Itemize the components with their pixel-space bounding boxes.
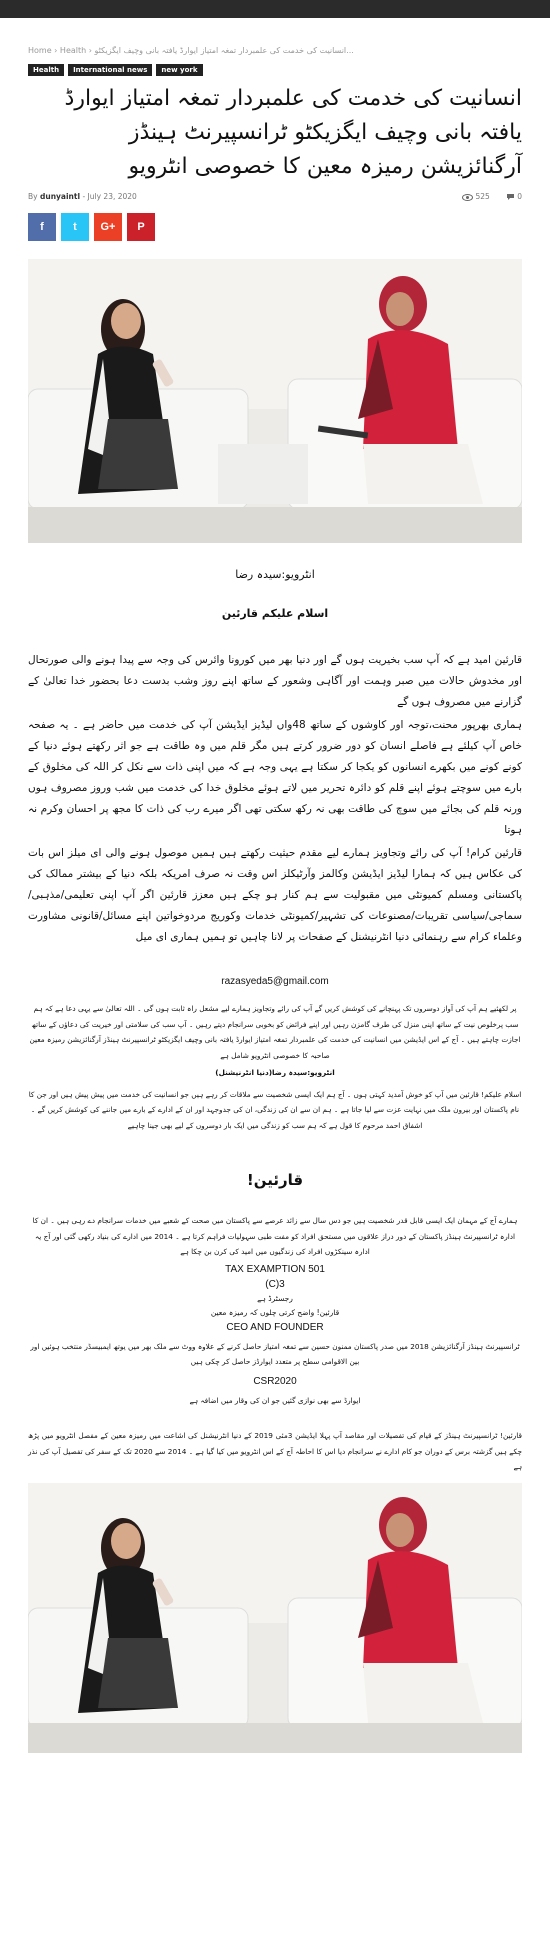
meta-stats [462, 192, 522, 201]
breadcrumb-home[interactable]: Home [28, 46, 52, 55]
tag-international-news[interactable]: International news [68, 64, 152, 76]
center-line: رجسٹرڈ ہے [257, 1293, 293, 1303]
article-paragraph-small: ہمارے آج کے مہمان ایک ایسی قابل قدر شخصیت ہیں جو دس سال سے زائد عرصے سے پاکستان میں صحت کے شعبے میں خدمات سرانجام دے رہی ہیں ۔ ان کا ادارہ ٹرانسپیرنٹ ہینڈز پاکستان کے دور دراز علاقوں میں مستحق افراد کو مفت طبی سہولیات فراہم کرتا ہے ۔ 2014 میں ادارے کی بنیاد رکھی گئی اور آج یہ ادارہ سینکڑوں افراد کی زندگیوں میں امید کی کرن بن چکا ہے [32, 1216, 518, 1256]
photo-caption: انٹرویو:سیدہ رضا [235, 568, 315, 581]
breadcrumb-current: انسانیت کی خدمت کی علمبردار تمغہ امتیاز ایوارڈ یافتہ بانی وچیف ایگزیکٹو... [94, 46, 354, 55]
center-line: قارئین! واضح کرتی چلوں کہ رمیزہ معین [210, 1307, 340, 1317]
article-paragraph-small: پر لکھئیے ہم آپ کی آواز دوسروں تک پہنچانے کی کوشش کریں گے آپ کی رائے وتجاویز ہمارے لیے مشعل راہ ثابت ہوں گی ۔ اللہ تعالیٰ سے یہی دعا ہے کہ ہم سب پرخلوص نیت کے ساتھ اپنی منزل کی طرف گامزن رہیں اور اپنے فرائض کو بخوبی سرانجام دیتے رہیں ۔ آپ سب کی سلامتی اور خیریت کی دعاؤں کے ساتھ اجازت چاہتے ہیں ۔ آج کے اس ایڈیشن میں انسانیت کی خدمت کی علمبردار تمغہ امتیاز ایوارڈ یافتہ بانی وچیف ایگزیکٹو ٹرانسپیرنٹ ہینڈز آرگنائزیشن رمیزہ معین صاحبہ کا خصوصی انٹرویو شامل ہے [29, 1004, 521, 1060]
interview-photo-2 [28, 1483, 522, 1753]
section-heading: قارئین! [246, 1171, 304, 1189]
breadcrumb-separator-icon: › [88, 46, 95, 55]
center-lines [28, 1262, 522, 1335]
interview-photo-illustration [28, 259, 522, 543]
interview-photo-illustration [28, 1483, 522, 1753]
tag-health[interactable]: Health [28, 64, 64, 76]
tag-list [28, 64, 522, 76]
google-plus-share-button[interactable]: G+ [94, 213, 122, 241]
comments-count[interactable]: 0 [506, 192, 522, 201]
center-line: CSR2020 [253, 1375, 297, 1387]
byline: By dunyaintl - July 23, 2020 [28, 192, 137, 201]
article-paragraph-small: ایوارڈ سے بھی نوازی گئیں جو ان کی وقار میں اضافہ ہے [189, 1395, 361, 1405]
top-navigation-bar [0, 0, 550, 18]
breadcrumb-health[interactable]: Health [59, 46, 87, 55]
center-line: TAX EXAMPTION 501 [225, 1263, 325, 1275]
article-paragraph-small: ٹرانسپیرنٹ ہینڈز آرگنائزیشن 2018 میں صدر پاکستان ممنون حسین سے تمغہ امتیاز حاصل کرنے کے علاوہ ووٹ سے ملک بھر میں یوتھ ایمبیسڈر منتخب ہوئیں اور بین الاقوامی سطح پر متعدد ایوارڈز حاصل کر چکی ہیں [30, 1341, 520, 1366]
breadcrumb [28, 46, 522, 55]
comment-icon [506, 193, 515, 201]
article-paragraph: ہماری بھرپور محنت،توجہ اور کاوشوں کے ساتھ 48واں لیڈیز ایڈیشن آپ کی خدمت میں حاضر ہے ۔ یہ صفحہ خاص آپ کیلئے ہے فاصلے انسان کو دور ضرور کرتے ہیں مگر قلم میں وہ طاقت ہے جو اثر رکھتے ہوئے دنیا کے کونے کونے میں بکھرے انسانوں کو یکجا کر سکتا ہے یہی وجہ ہے کہ میں اپنی ذات سے نکل کر اللہ کی مخلوق کے بارے میں سوچتے ہوئے اپنے قلم کو دائرہ تحریر میں لاتے ہوئے مخلوق خدا کی خدمت میں شب وروز مصروف ہوں ورنہ قلم کی بجائے میں سوچ کی طاقت بھی نہ رکھ سکتی تھی اگر میرے رب کی ذات کا مجھ پر احسان وکرم نہ ہوتا [28, 719, 522, 836]
publish-date: July 23, 2020 [87, 192, 137, 201]
facebook-share-button[interactable]: f [28, 213, 56, 241]
article-paragraph: قارئین کرام! آپ کی رائے وتجاویز ہمارے لیے مقدم حیثیت رکھتے ہیں ہمیں موصول ہونے والی ای میلز اس بات کی عکاس ہیں کہ ہمارا لیڈیز ایڈیشن وکالمز وآرٹیکلز اس وقت نہ صرف امریکہ بلکہ دنیا کے بیشتر ممالک کی پاکستانی ومسلم کمیونٹی میں مقبولیت سے ہم کنار ہو چکے ہیں معزز قارئین اگر آپ اپنی تعلیمی/مذہبی/سماجی/سیاسی تقریبات/مصنوعات کی تشہیر/کمیونٹی خدمات وکوریج مردوخواتین اپنے مسائل/قانونی مشاورت وعلماء کرام سے رہنمائی دنیا انٹرنیشنل کے صفحات پر لانا چاہیں تو ہمیں ہماری ای میل [28, 847, 522, 943]
breadcrumb-separator-icon: › [54, 46, 60, 55]
interview-credit: انٹرویو:سیدہ رضا(دنیا انٹرنیشنل) [215, 1068, 335, 1077]
twitter-share-button[interactable]: t [61, 213, 89, 241]
views-count: 525 [462, 192, 490, 201]
greeting-heading: اسلام علیکم قارئین [221, 607, 329, 620]
eye-icon [462, 194, 473, 201]
article-paragraph-small: اسلام علیکم! قارئین میں آپ کو خوش آمدید کہتی ہوں ۔ آج ہم ایک ایسی شخصیت سے ملاقات کر رہے ہیں جو انسانیت کی خدمت میں پیش پیش ہیں اور جن کا نام پاکستان اور بیرون ملک میں نہایت عزت سے لیا جاتا ہے ۔ ہم ان سے ان کی زندگی، ان کی جدوجہد اور ان کے ادارے کے بارے میں جاننے کی کوشش کریں گے ۔ اشفاق احمد مرحوم کا قول ہے کہ ہم سب کو زندگی میں ایک بار دوسروں کے لیے بھی جینا چاہیے [28, 1089, 522, 1130]
contact-email[interactable]: razasyeda5@gmail.com [221, 976, 329, 987]
tag-new-york[interactable]: new york [156, 64, 202, 76]
share-buttons [28, 213, 522, 241]
interview-photo [28, 259, 522, 543]
article-meta [28, 192, 522, 201]
center-line: CEO AND FOUNDER [226, 1321, 324, 1333]
article-paragraph: قارئین امید ہے کہ آپ سب بخیریت ہوں گے اور دنیا بھر میں کورونا وائرس کی وجہ سے پیدا ہونے والی صورتحال اور مخدوش حالات میں صبر وہمت اور آگاہی وشعور کے ساتھ اپنے روز وشب بدست دعا بحضور خدا تعالیٰ کے گزارنے میں مصروف ہوں گے [28, 654, 522, 708]
article-title: انسانیت کی خدمت کی علمبردار تمغہ امتیاز ایوارڈ یافتہ بانی وچیف ایگزیکٹو ٹرانسپیرنٹ ہینڈز آرگنائزیشن رمیزہ معین کا خصوصی انٹرویو [64, 86, 522, 179]
pinterest-share-button[interactable]: P [127, 213, 155, 241]
article-paragraph-small: قارئین! ٹرانسپیرنٹ ہینڈز کے قیام کی تفصیلات اور مقاصد آپ پہلا ایڈیشن 3مئی 2019 کے دنیا انٹرنیشنل کی اشاعت میں رمیزہ معین کے مفصل انٹرویو میں پڑھ چکے ہیں گزشتہ برس کے دوران جو کام ادارے نے سرانجام دیا اس کا احاطہ آج کے اس انٹرویو میں کیا گیا ہے ۔ 2014 سے 2020 تک کے سفر کی تفصیل آپ کی نذر ہے [28, 1431, 522, 1471]
author-link[interactable]: dunyaintl [39, 192, 81, 201]
center-line: (C)3 [265, 1278, 285, 1290]
